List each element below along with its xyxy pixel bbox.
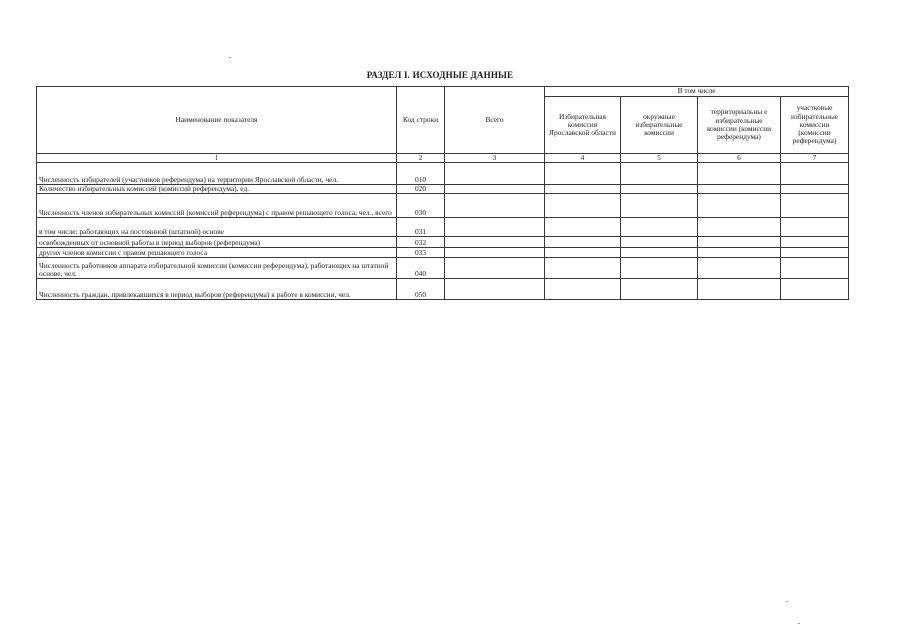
row-name: Численность работников аппарата избирательной комиссии (комиссии референдума), работающих на штатной основе, чел. xyxy=(37,258,397,279)
header-precinct-commissions: участковые избирательные комиссии (комиссии референдума) xyxy=(781,97,849,154)
value-cell-col4[interactable] xyxy=(545,248,621,258)
value-cell-col6[interactable] xyxy=(698,163,781,185)
column-number: 3 xyxy=(445,154,545,163)
value-cell-col6[interactable] xyxy=(698,218,781,237)
row-name: других членов комиссии с правом решающего голоса xyxy=(37,248,397,258)
value-cell-col5[interactable] xyxy=(621,163,698,185)
row-code: 031 xyxy=(397,218,445,237)
value-cell-col7[interactable] xyxy=(781,185,849,194)
row-name: освобожденных от основной работы в период выборов (референдума) xyxy=(37,237,397,248)
table-row xyxy=(37,194,849,218)
row-name: Численность граждан, привлекавшихся в период выборов (референдума) к работе в комиссии, чел. xyxy=(37,279,397,300)
value-cell-col6[interactable] xyxy=(698,258,781,279)
value-cell-col6[interactable] xyxy=(698,248,781,258)
value-cell-col5[interactable] xyxy=(621,258,698,279)
value-cell-col7[interactable] xyxy=(781,194,849,218)
value-cell-col4[interactable] xyxy=(545,258,621,279)
table-row xyxy=(37,237,849,248)
row-code: 040 xyxy=(397,258,445,279)
value-cell-total[interactable] xyxy=(445,258,545,279)
value-cell-col5[interactable] xyxy=(621,237,698,248)
value-cell-col4[interactable] xyxy=(545,163,621,185)
scan-speck xyxy=(229,57,231,58)
row-code: 030 xyxy=(397,194,445,218)
header-district-commissions: окружные избирательные комиссии xyxy=(621,97,698,154)
value-cell-col4[interactable] xyxy=(545,237,621,248)
row-code: 020 xyxy=(397,185,445,194)
value-cell-total[interactable] xyxy=(445,279,545,300)
value-cell-col7[interactable] xyxy=(781,163,849,185)
value-cell-total[interactable] xyxy=(445,237,545,248)
value-cell-col5[interactable] xyxy=(621,185,698,194)
value-cell-col5[interactable] xyxy=(621,194,698,218)
column-number: 7 xyxy=(781,154,849,163)
table-row xyxy=(37,279,849,300)
value-cell-col4[interactable] xyxy=(545,218,621,237)
header-territorial-commissions: территориальны е избирательные комиссии (комиссии референдума) xyxy=(698,97,781,154)
value-cell-col5[interactable] xyxy=(621,218,698,237)
value-cell-col4[interactable] xyxy=(545,279,621,300)
row-code: 032 xyxy=(397,237,445,248)
table-row xyxy=(37,185,849,194)
value-cell-col7[interactable] xyxy=(781,258,849,279)
value-cell-col6[interactable] xyxy=(698,185,781,194)
value-cell-total[interactable] xyxy=(445,163,545,185)
value-cell-total[interactable] xyxy=(445,194,545,218)
column-number: 2 xyxy=(397,154,445,163)
value-cell-col7[interactable] xyxy=(781,248,849,258)
row-name: Численность избирателей (участников референдума) на территории Ярославской области, чел. xyxy=(37,163,397,185)
table-row xyxy=(37,163,849,185)
value-cell-col7[interactable] xyxy=(781,218,849,237)
header-regional-commission: Избирательная комиссия Ярославской области xyxy=(545,97,621,154)
row-name: Численность членов избирательных комиссий (комиссий референдума) с правом решающего голоса, чел., всего xyxy=(37,194,397,218)
table-row xyxy=(37,248,849,258)
header-code-cell: Код строки xyxy=(397,87,445,154)
column-number: 5 xyxy=(621,154,698,163)
value-cell-col6[interactable] xyxy=(698,279,781,300)
value-cell-col7[interactable] xyxy=(781,279,849,300)
row-code: 010 xyxy=(397,163,445,185)
column-number: 6 xyxy=(698,154,781,163)
section-title: РАЗДЕЛ I. ИСХОДНЫЕ ДАННЫЕ xyxy=(366,70,514,80)
header-row-top xyxy=(37,87,849,97)
row-name: в том числе: работающих на постоянной (штатной) основе xyxy=(37,218,397,237)
header-name-cell: Наименование показателя xyxy=(37,87,397,154)
value-cell-col7[interactable] xyxy=(781,237,849,248)
row-code: 050 xyxy=(397,279,445,300)
table-row xyxy=(37,218,849,237)
source-data-table xyxy=(36,86,849,300)
value-cell-col6[interactable] xyxy=(698,237,781,248)
column-number: 1 xyxy=(37,154,397,163)
row-name: Количество избирательных комиссий (комиссий референдума), ед. xyxy=(37,185,397,194)
value-cell-col5[interactable] xyxy=(621,279,698,300)
value-cell-total[interactable] xyxy=(445,248,545,258)
header-total-cell: Всего xyxy=(445,87,545,154)
value-cell-col4[interactable] xyxy=(545,185,621,194)
column-number-row xyxy=(37,154,849,163)
column-number: 4 xyxy=(545,154,621,163)
row-code: 033 xyxy=(397,248,445,258)
scan-speck xyxy=(786,601,788,602)
value-cell-total[interactable] xyxy=(445,185,545,194)
value-cell-col4[interactable] xyxy=(545,194,621,218)
table-row xyxy=(37,258,849,279)
value-cell-col6[interactable] xyxy=(698,194,781,218)
header-group-cell: В том числе xyxy=(545,87,849,97)
scan-speck xyxy=(798,623,800,624)
value-cell-col5[interactable] xyxy=(621,248,698,258)
value-cell-total[interactable] xyxy=(445,218,545,237)
